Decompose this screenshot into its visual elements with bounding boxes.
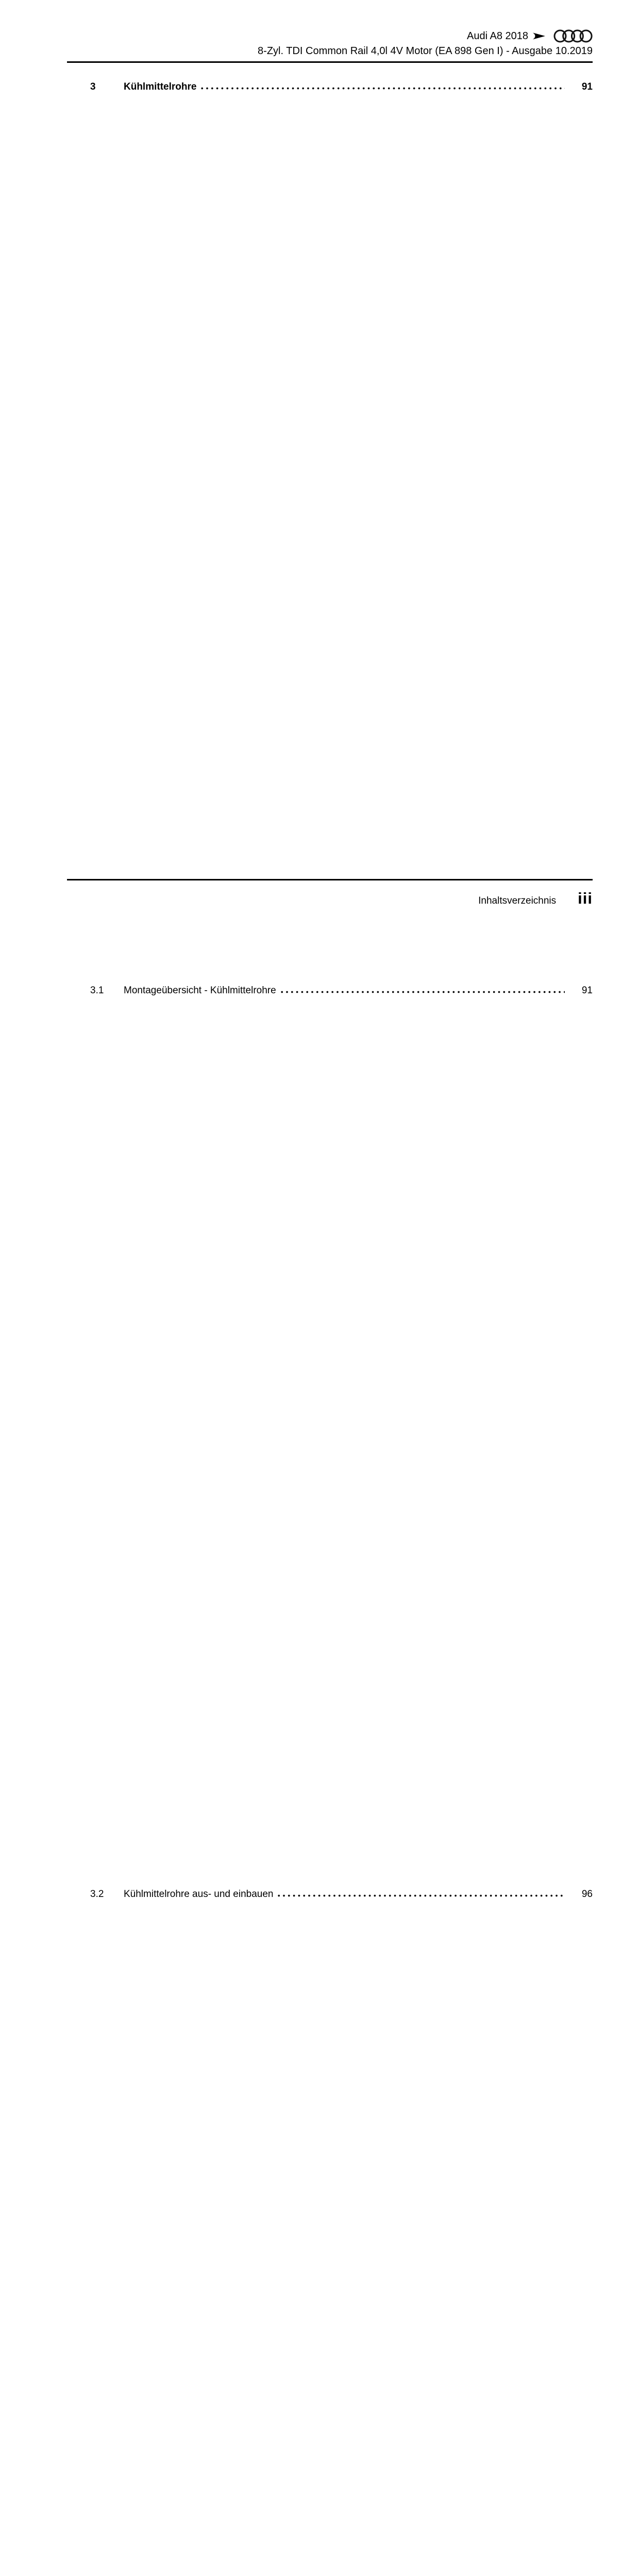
toc-row: [67, 1888, 593, 2576]
dot-leader: [278, 1894, 565, 1897]
audi-rings-icon: [553, 29, 593, 43]
toc-entry-title: Kühlmittelrohre aus- und einbauen: [124, 1889, 274, 1900]
toc-page-number: 96: [568, 1888, 593, 2576]
page-footer: [67, 875, 593, 908]
dot-leader: [201, 87, 565, 90]
footer-page-number: iii: [578, 889, 593, 907]
model-title: Audi A8 2018: [467, 30, 528, 42]
footer-label: Inhaltsverzeichnis: [478, 895, 557, 906]
page-header: [67, 29, 593, 63]
table-of-contents: [67, 80, 593, 2576]
toc-row: [67, 80, 593, 984]
manual-toc-page: [0, 29, 639, 1900]
dot-leader: [281, 991, 565, 993]
arrow-right-icon: [533, 32, 545, 40]
toc-page-number: 91: [568, 80, 593, 984]
toc-entry-number: 3.2: [90, 1889, 104, 1900]
toc-row: [67, 984, 593, 1888]
toc-entry-number: 3: [90, 81, 96, 92]
header-rule: [67, 61, 593, 63]
toc-entry-number: 3.1: [90, 985, 104, 996]
header-model-line: [67, 29, 593, 43]
footer-line: [67, 889, 593, 908]
toc-entry-title: Kühlmittelrohre: [124, 81, 197, 92]
footer-rule: [67, 879, 593, 880]
toc-page-number: 91: [568, 984, 593, 1888]
engine-subtitle: 8-Zyl. TDI Common Rail 4,0l 4V Motor (EA 898 Gen I) - Ausgabe 10.2019: [258, 45, 593, 57]
toc-entry-title: Montageübersicht - Kühlmittelrohre: [124, 985, 276, 996]
